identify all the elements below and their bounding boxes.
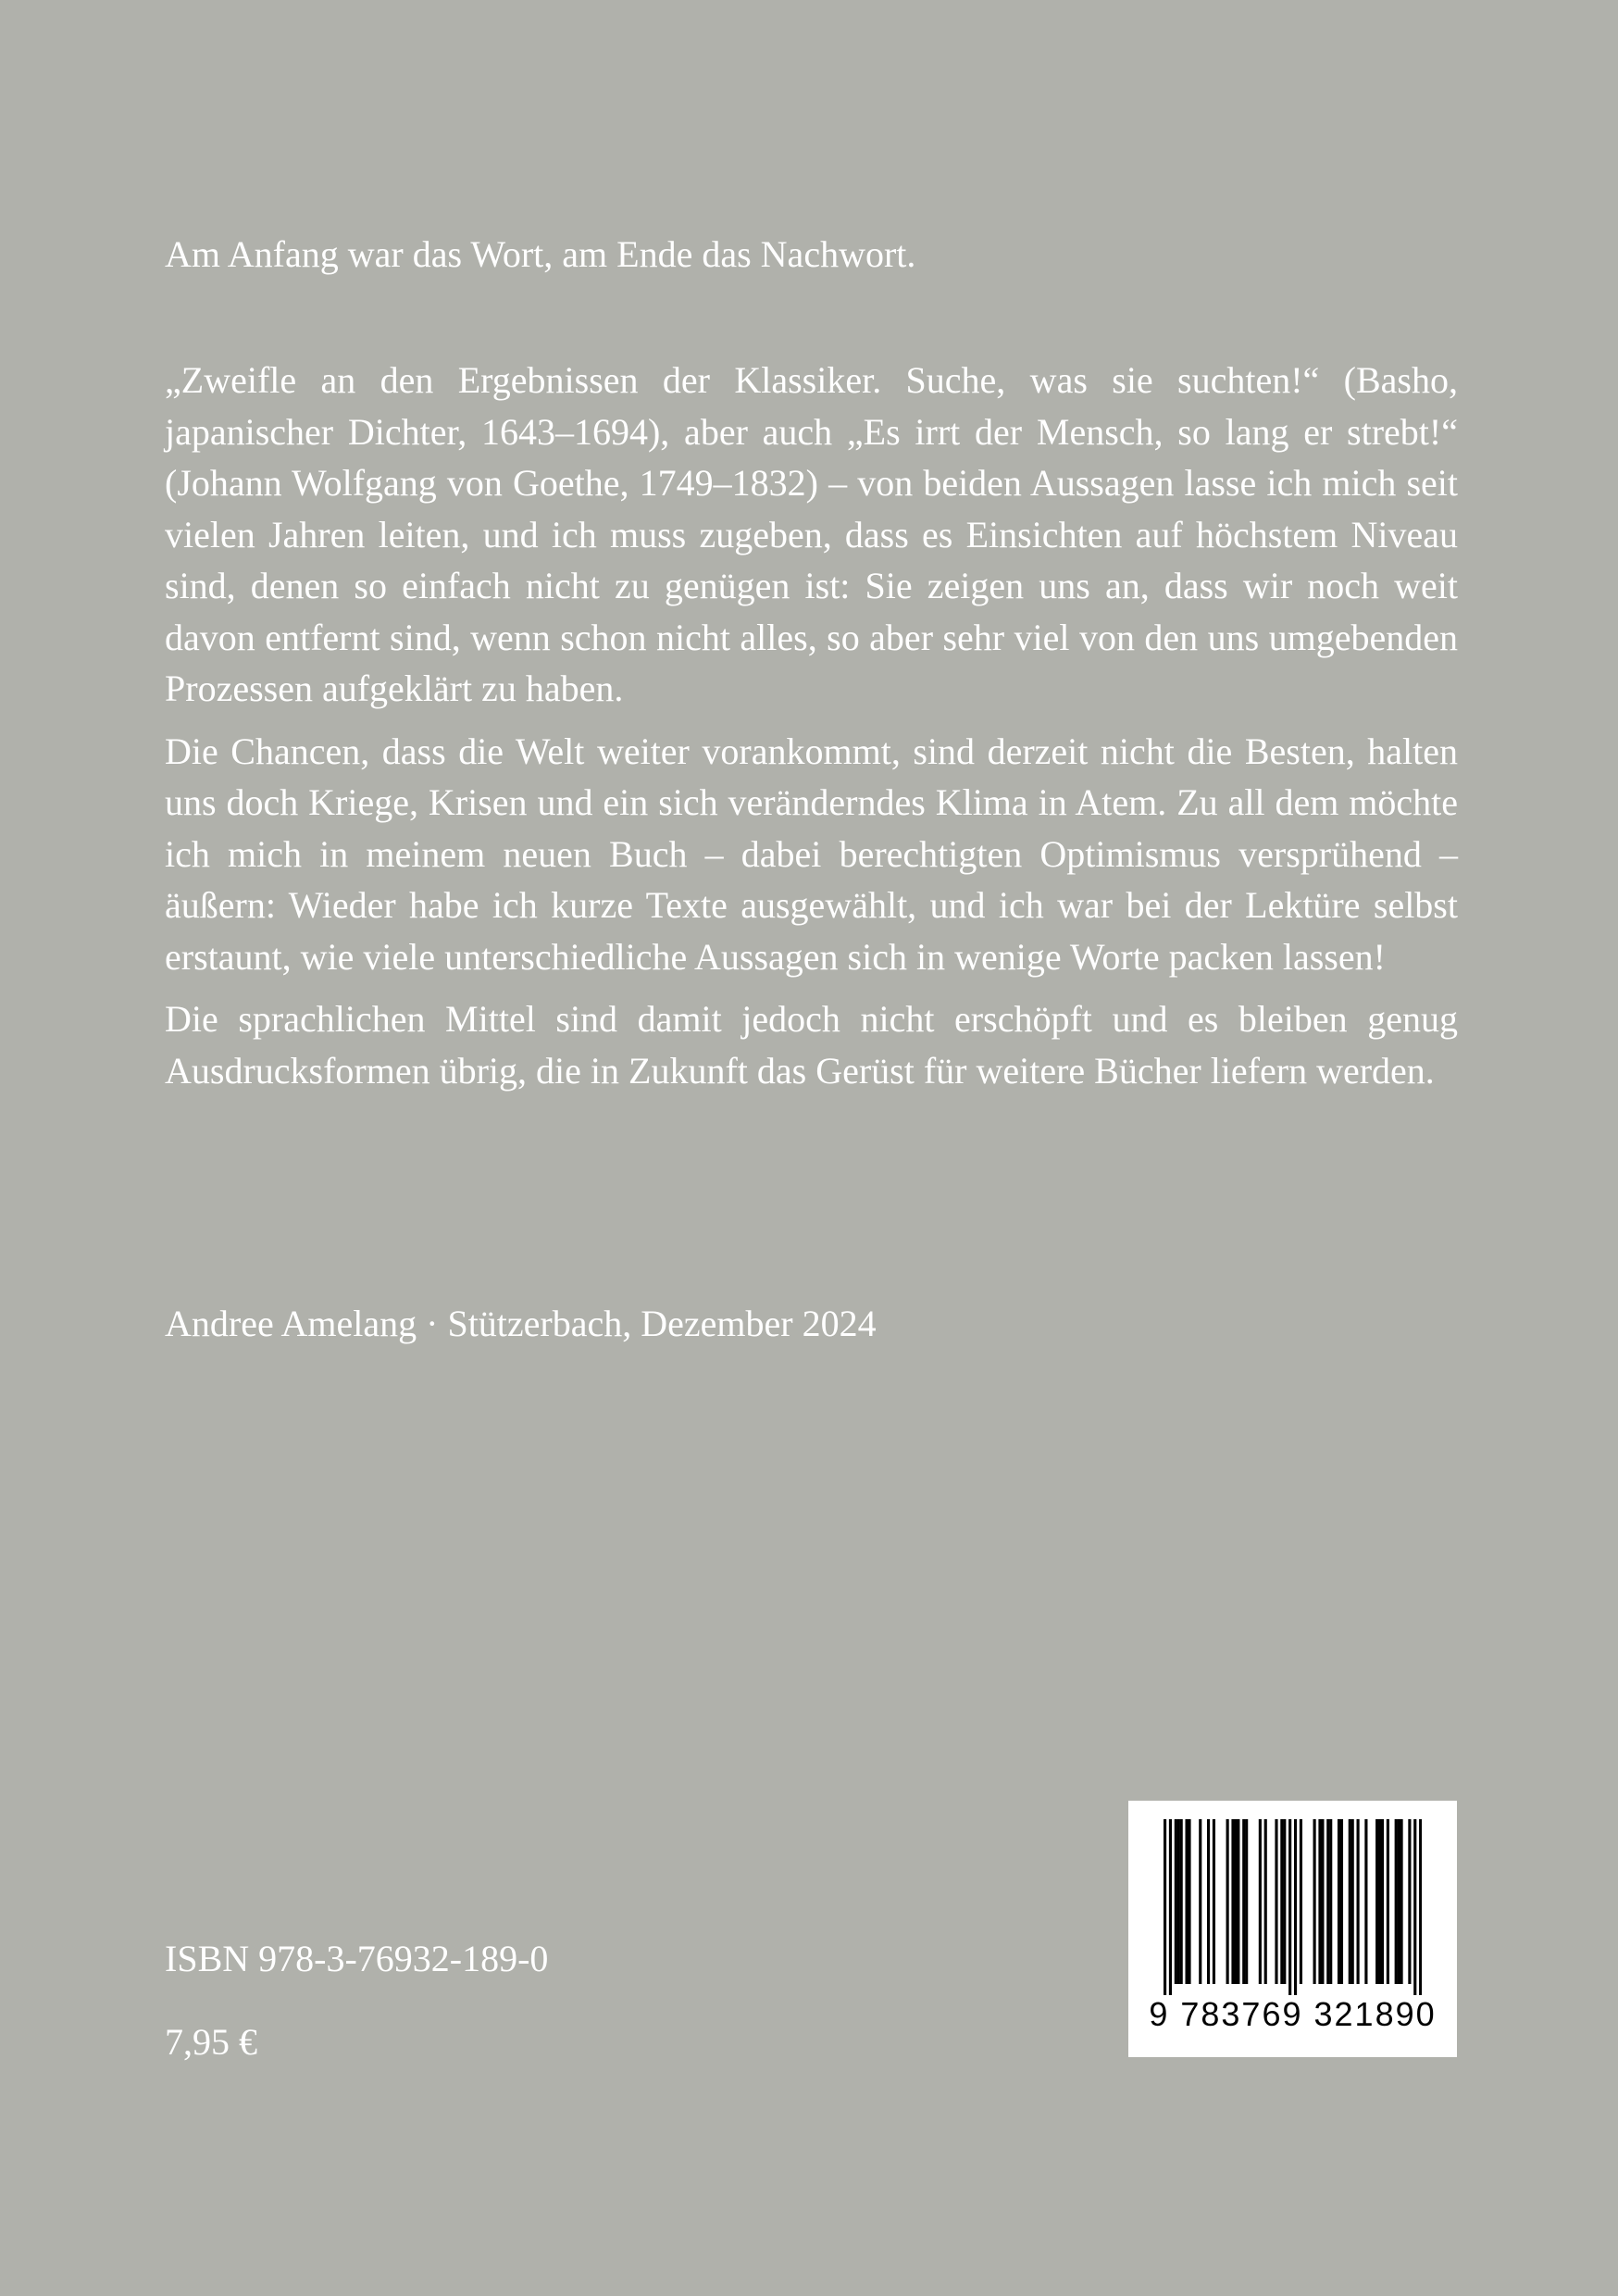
barcode-bar [1326,1819,1329,1984]
barcode [1128,1801,1457,2057]
barcode-bar [1381,1819,1384,1984]
barcode-bar [1398,1819,1400,1984]
barcode-bar [1275,1819,1277,1984]
barcode-bar [1213,1819,1215,1984]
barcode-bar [1188,1819,1190,1984]
barcode-bar [1300,1819,1302,1984]
barcode-bar [1364,1819,1367,1984]
barcode-bar [1338,1819,1340,1984]
isbn-label: ISBN 978-3-76932-189-0 [165,1938,549,1979]
barcode-bar [1408,1819,1411,1984]
author-signature: Andree Amelang · Stützerbach, Dezember 2024 [165,1303,877,1344]
barcode-bar [1280,1819,1283,1984]
barcode-bar [1288,1819,1291,1995]
barcode-bar [1259,1819,1262,1984]
barcode-bar [1318,1819,1321,1984]
paragraph-1: „Zweifle an den Ergebnissen der Klassiker. Suche, was sie suchten!“ (Basho, japanischer Dichter, 1643–1694), aber auch „Es irrt der Mensch, so lang er strebt!“ (Johann Wolfgang von Goethe, 1749–1832) – von beiden Aussagen lasse ich mich seit vielen Jahren leiten, und ich muss zugeben, dass es Einsichten auf höchstem Niveau sind, denen so einfach nicht zu genügen ist: Sie zeigen uns an, dass wir noch weit davon entfernt sind, wenn schon nicht alles, so aber sehr viel von den uns umgebenden Prozessen aufgeklärt zu haben. [165,359,1458,709]
barcode-bars [1164,1819,1422,1995]
barcode-bar [1180,1819,1183,1984]
barcode-bar [1199,1819,1201,1984]
barcode-bar [1237,1819,1239,1984]
barcode-bar [1245,1819,1248,1984]
barcode-bar [1351,1819,1354,1984]
barcode-bar [1395,1819,1398,1984]
barcode-bar [1164,1819,1166,1995]
barcode-bar [1387,1819,1389,1984]
intro-line: Am Anfang war das Wort, am Ende das Nachwort. [165,233,916,275]
paragraph-2: Die Chancen, dass die Welt weiter vorankommt, sind derzeit nicht die Besten, halten uns doch Kriege, Krisen und ein sich veränderndes Klima in Atem. Zu all dem möchte ich mich in meinem neuen Buch – dabei berechtigten Optimismus versprühend – äußern: Wieder habe ich kurze Texte ausgewählt, und ich war bei der Lektüre selbst erstaunt, wie viele unterschiedliche Aussagen sich in wenige Worte packen lassen! [165,730,1458,978]
barcode-digits: 9 783769 321890 [1149,1995,1437,2033]
barcode-bar [1234,1819,1237,1984]
back-cover-text [165,355,1458,1107]
barcode-bar [1294,1819,1297,1995]
barcode-bar [1231,1819,1234,1984]
barcode-bar [1264,1819,1267,1984]
price-label: 7,95 € [165,2021,257,2063]
barcode-bar [1413,1819,1416,1995]
barcode-bar [1313,1819,1316,1984]
barcode-bar [1177,1819,1180,1984]
barcode-bar [1242,1819,1245,1984]
barcode-bar [1419,1819,1422,1995]
barcode-bar [1378,1819,1381,1984]
barcode-bar [1175,1819,1177,1984]
barcode-bar [1226,1819,1229,1984]
barcode-bar [1207,1819,1210,1984]
barcode-bar [1340,1819,1343,1984]
paragraph-3: Die sprachlichen Mittel sind damit jedoch nicht erschöpft und es bleiben genug Ausdrucksformen übrig, die in Zukunft das Gerüst für weitere Bücher liefern werden. [165,998,1458,1092]
barcode-bar [1375,1819,1378,1984]
barcode-bar [1169,1819,1172,1995]
barcode-bar [1321,1819,1324,1984]
barcode-bar [1349,1819,1351,1984]
barcode-bar [1185,1819,1188,1984]
barcode-bar [1329,1819,1332,1984]
barcode-bar [1400,1819,1403,1984]
barcode-bar [1357,1819,1360,1984]
barcode-bar [1283,1819,1286,1984]
